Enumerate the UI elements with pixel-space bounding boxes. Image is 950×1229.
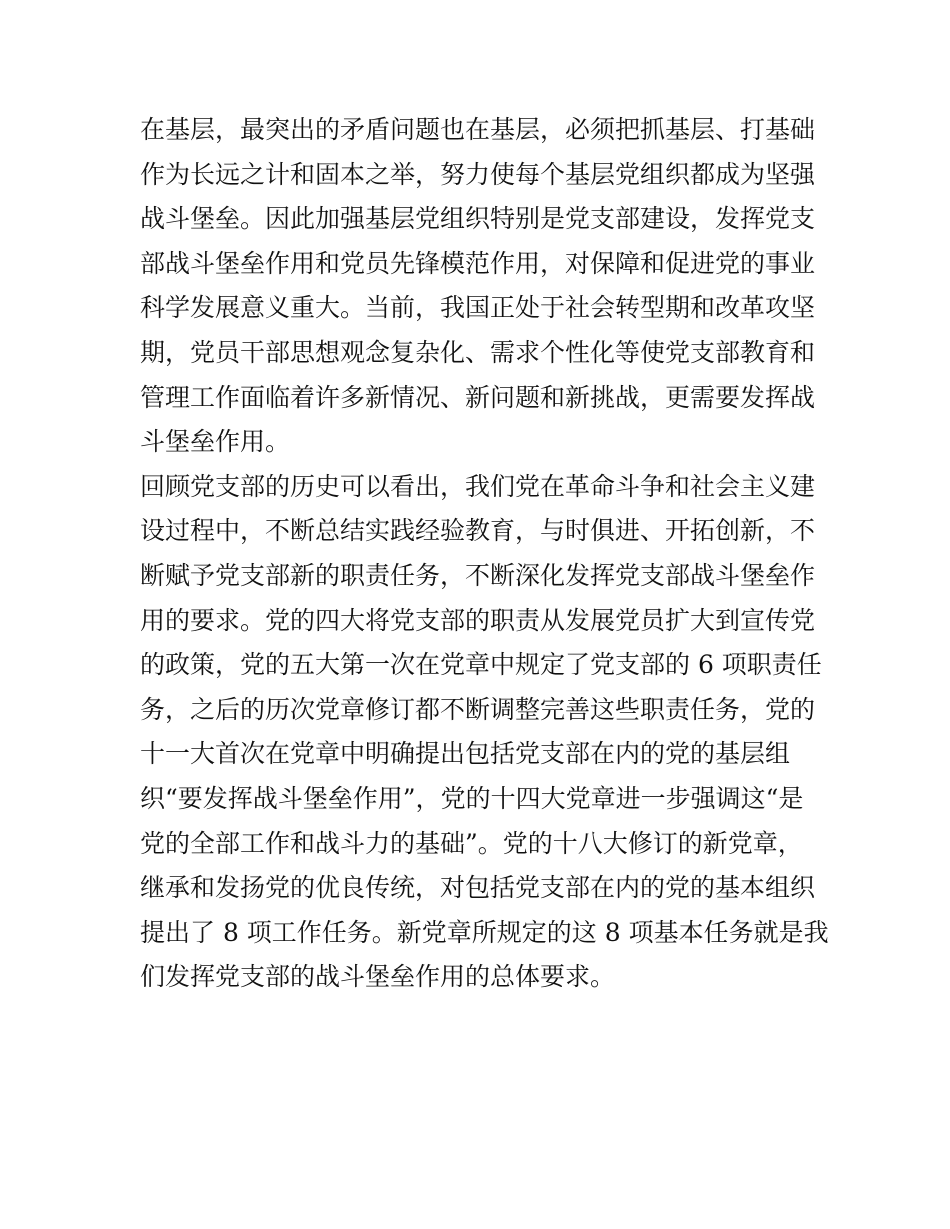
text-line: 继承和发扬党的优良传统，对包括党支部在内的党的基本组织 [140, 873, 816, 903]
text-line: 科学发展意义重大。当前，我国正处于社会转型期和改革攻坚 [140, 293, 816, 323]
text-line: 管理工作面临着许多新情况、新问题和新挑战，更需要发挥战 [140, 382, 816, 412]
text-line: 作为长远之计和固本之举，努力使每个基层党组织都成为坚强 [140, 159, 816, 189]
text-line: 设过程中，不断总结实践经验教育，与时俱进、开拓创新，不 [140, 516, 816, 546]
text-line: 斗堡垒作用。 [140, 427, 291, 457]
text-line: 的政策，党的五大第一次在党章中规定了党支部的 6 项职责任 [140, 650, 822, 680]
text-line: 织“要发挥战斗堡垒作用”，党的十四大党章进一步强调这“是 [140, 783, 804, 813]
text-line: 回顾党支部的历史可以看出，我们党在革命斗争和社会主义建 [140, 471, 816, 501]
text-line: 十一大首次在党章中明确提出包括党支部在内的党的基层组 [140, 739, 791, 769]
text-line: 部战斗堡垒作用和党员先锋模范作用，对保障和促进党的事业 [140, 248, 816, 278]
text-line: 在基层，最突出的矛盾问题也在基层，必须把抓基层、打基础 [140, 115, 816, 144]
text-line: 务，之后的历次党章修订都不断调整完善这些职责任务，党的 [140, 694, 816, 724]
text-line: 们发挥党支部的战斗堡垒作用的总体要求。 [140, 962, 616, 992]
body-text [140, 108, 829, 1000]
text-line: 提出了 8 项工作任务。新党章所规定的这 8 项基本任务就是我 [140, 917, 829, 947]
text-line: 期，党员干部思想观念复杂化、需求个性化等使党支部教育和 [140, 337, 816, 367]
text-line: 用的要求。党的四大将党支部的职责从发展党员扩大到宣传党 [140, 605, 816, 635]
text-line: 党的全部工作和战斗力的基础”。党的十八大修订的新党章， [140, 828, 803, 858]
text-line: 断赋予党支部新的职责任务，不断深化发挥党支部战斗堡垒作 [140, 560, 816, 590]
text-line: 战斗堡垒。因此加强基层党组织特别是党支部建设，发挥党支 [140, 204, 816, 234]
